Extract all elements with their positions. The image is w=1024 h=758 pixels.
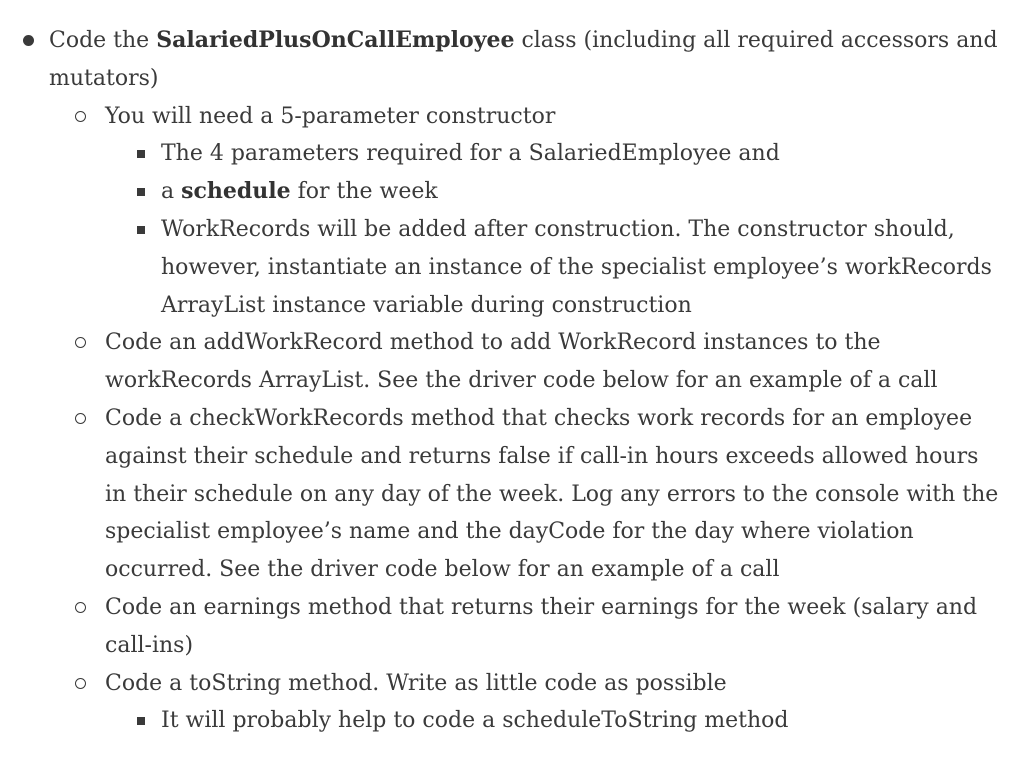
square-bullet-icon	[137, 226, 145, 234]
circle-bullet-icon	[75, 678, 86, 689]
item-text-post: class (including all required accessors and mutators)	[49, 28, 998, 91]
item-text: Code a toString method. Write as little code as possible	[105, 670, 727, 696]
square-bullet-icon	[137, 150, 145, 158]
list-item-four-parameters	[105, 135, 1004, 173]
instructions-document	[0, 22, 1024, 740]
circle-bullet-icon	[75, 111, 86, 122]
list-item-to-string	[49, 665, 1004, 741]
list-item-class-task	[0, 22, 1024, 740]
constructor-detail-list	[105, 135, 1004, 324]
list-item-earnings	[49, 589, 1004, 665]
item-text: It will probably help to code a scheduleToString method	[161, 708, 789, 734]
item-text-class-name: SalariedPlusOnCallEmployee	[156, 27, 515, 53]
item-text: The 4 parameters required for a SalariedEmployee and	[161, 141, 780, 167]
list-item-schedule	[105, 173, 1004, 211]
item-text: WorkRecords will be added after construction. The constructor should, however, instantiate an instance of the specialist employee’s workRecords ArrayList instance variable during construction	[161, 216, 992, 318]
item-text: Code an addWorkRecord method to add WorkRecord instances to the workRecords ArrayList. See the driver code below for an example of a call	[105, 330, 938, 394]
item-text-pre: Code the	[49, 28, 157, 53]
task-list	[0, 22, 1024, 740]
square-bullet-icon	[137, 717, 145, 725]
subtask-list	[49, 98, 1004, 741]
square-bullet-icon	[137, 188, 145, 196]
list-item-schedule-to-string	[105, 702, 1004, 740]
list-item-add-work-record	[49, 324, 1004, 400]
list-item-constructor	[49, 98, 1004, 325]
item-text: Code a checkWorkRecords method that checks work records for an employee against their schedule and returns false if call-in hours exceeds allowed hours in their schedule on any day of the week. Log any errors to the console with the specialist employee’s name and the dayCode for the day where violation occurred. See the driver code below for an example of a call	[105, 405, 999, 583]
item-text-post: for the week	[290, 179, 438, 205]
item-text: Code an earnings method that returns their earnings for the week (salary and call-ins)	[105, 594, 978, 658]
circle-bullet-icon	[75, 413, 86, 424]
item-text: You will need a 5-parameter constructor	[105, 103, 556, 129]
circle-bullet-icon	[75, 337, 86, 348]
item-text-pre: a	[161, 179, 182, 205]
list-item-check-work-records	[49, 400, 1004, 589]
to-string-detail-list	[105, 702, 1004, 740]
list-item-workrecords	[105, 211, 1004, 324]
disc-bullet-icon	[23, 35, 34, 46]
circle-bullet-icon	[75, 602, 86, 613]
item-text-schedule: schedule	[181, 178, 291, 205]
